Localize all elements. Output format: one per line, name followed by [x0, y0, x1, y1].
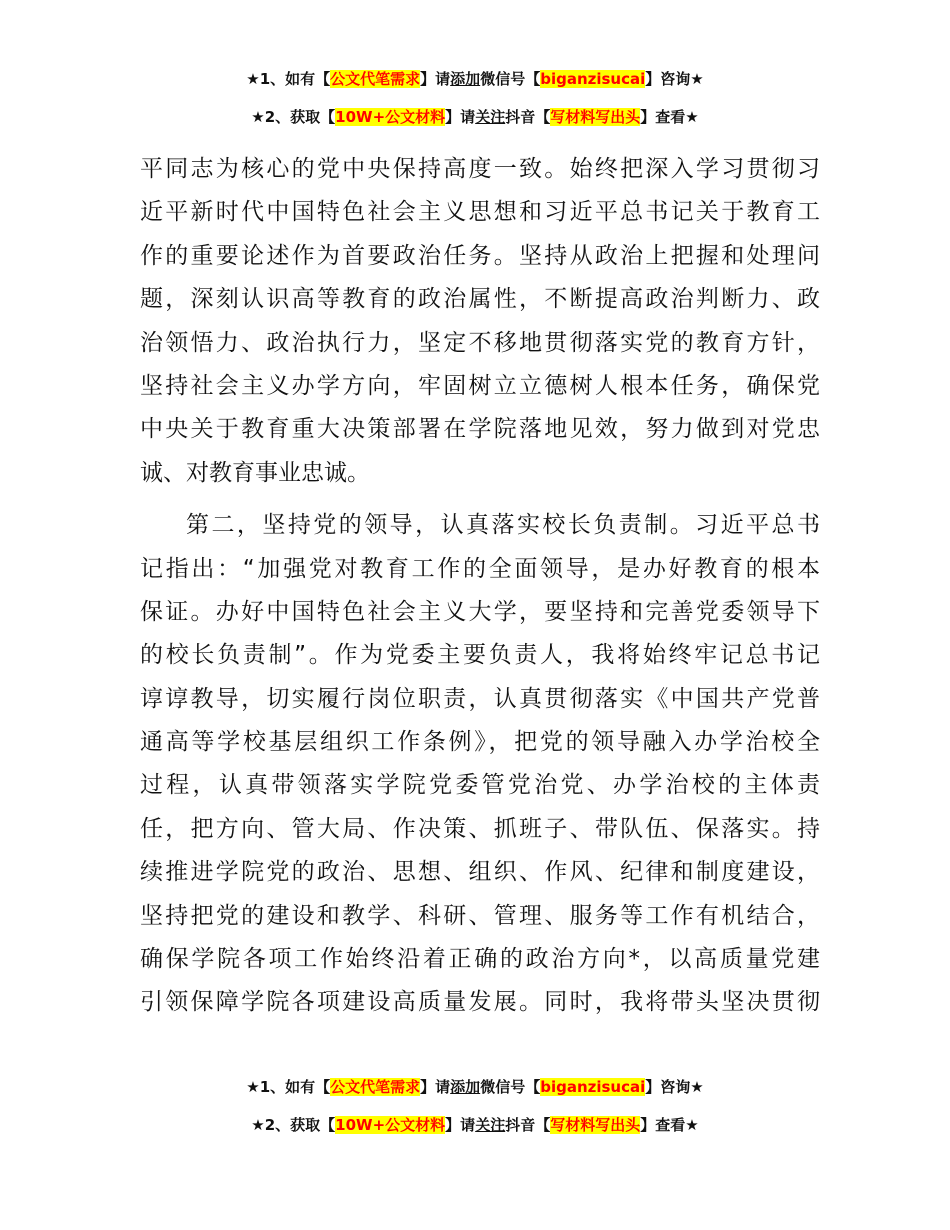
- body-line: 引领保障学院各项建设高质量发展。同时，我将带头坚决贯彻: [140, 989, 820, 1016]
- banner-text: 2、获取【: [264, 1116, 336, 1134]
- document-body: [140, 148, 820, 1025]
- star-icon: ★: [246, 1078, 260, 1096]
- banner-highlight: 公文代笔需求: [330, 1078, 421, 1096]
- paragraph-gap: [140, 495, 820, 504]
- banner-line-1: [0, 60, 950, 98]
- footer-banner: [0, 1068, 950, 1144]
- body-line: 中央关于教育重大决策部署在学院落地见效，努力做到对党忠: [140, 416, 820, 443]
- banner-text: 】查看: [640, 108, 686, 126]
- star-icon: ★: [685, 108, 699, 126]
- banner-highlight: 写材料写出头: [550, 1116, 641, 1134]
- banner-highlight: 写材料写出头: [550, 108, 641, 126]
- banner-line-2: [0, 98, 950, 136]
- banner-text: 抖音【: [505, 108, 551, 126]
- body-line: 题，深刻认识高等教育的政治属性，不断提高政治判断力、政: [140, 286, 820, 313]
- banner-highlight: 公文代笔需求: [330, 70, 421, 88]
- body-line: 诚、对教育事业忠诚。: [140, 459, 370, 486]
- banner-text: 】查看: [640, 1116, 686, 1134]
- banner-text: 2、获取【: [264, 108, 336, 126]
- star-icon: ★: [685, 1116, 699, 1134]
- body-line: 治领悟力、政治执行力，坚定不移地贯彻落实党的教育方针，: [140, 329, 820, 356]
- banner-text: 】咨询: [645, 1078, 691, 1096]
- body-line: 谆谆教导，切实履行岗位职责，认真贯彻落实《中国共产党普: [140, 685, 820, 712]
- banner-highlight: biganzisucai: [540, 70, 646, 88]
- banner-text: 】请: [420, 1078, 451, 1096]
- banner-text: 】请: [445, 108, 476, 126]
- banner-line-2: [0, 1106, 950, 1144]
- body-line: 保证。办好中国特色社会主义大学，要坚持和完善党委领导下: [140, 598, 820, 625]
- body-line: 坚持社会主义办学方向，牢固树立立德树人根本任务，确保党: [140, 372, 820, 399]
- body-line: 记指出：“加强党对教育工作的全面领导，是办好教育的根本: [140, 555, 820, 582]
- body-line: 第二，坚持党的领导，认真落实校长负责制。习近平总书: [186, 512, 820, 539]
- banner-text: 1、如有【: [259, 70, 331, 88]
- banner-underlined-text: 关注: [475, 1116, 506, 1134]
- banner-text: 】请: [420, 70, 451, 88]
- banner-underlined-text: 关注: [475, 108, 506, 126]
- banner-text: 抖音【: [505, 1116, 551, 1134]
- body-line: 通高等学校基层组织工作条例》，把党的领导融入办学治校全: [140, 729, 820, 756]
- star-icon: ★: [690, 1078, 704, 1096]
- body-line: 近平新时代中国特色社会主义思想和习近平总书记关于教育工: [140, 199, 820, 226]
- banner-line-1: [0, 1068, 950, 1106]
- body-line: 续推进学院党的政治、思想、组织、作风、纪律和制度建设，: [140, 859, 820, 886]
- banner-underlined-text: 添加: [450, 70, 481, 88]
- body-line: 任，把方向、管大局、作决策、抓班子、带队伍、保落实。持: [140, 815, 820, 842]
- star-icon: ★: [690, 70, 704, 88]
- banner-text: 微信号【: [480, 1078, 541, 1096]
- body-line: 坚持把党的建设和教学、科研、管理、服务等工作有机结合，: [140, 902, 820, 929]
- body-line: 过程，认真带领落实学院党委管党治党、办学治校的主体责: [140, 772, 820, 799]
- banner-highlight: biganzisucai: [540, 1078, 646, 1096]
- banner-highlight: 10W+公文材料: [335, 108, 446, 126]
- star-icon: ★: [246, 70, 260, 88]
- body-line: 确保学院各项工作始终沿着正确的政治方向*，以高质量党建: [140, 946, 820, 973]
- banner-highlight: 10W+公文材料: [335, 1116, 446, 1134]
- body-line: 作的重要论述作为首要政治任务。坚持从政治上把握和处理问: [140, 242, 820, 269]
- banner-text: 1、如有【: [259, 1078, 331, 1096]
- star-icon: ★: [251, 1116, 265, 1134]
- banner-text: 】请: [445, 1116, 476, 1134]
- header-banner: [0, 60, 950, 136]
- banner-text: 微信号【: [480, 70, 541, 88]
- body-line: 的校长负责制”。作为党委主要负责人，我将始终牢记总书记: [140, 642, 820, 669]
- banner-text: 】咨询: [645, 70, 691, 88]
- star-icon: ★: [251, 108, 265, 126]
- body-line: 平同志为核心的党中央保持高度一致。始终把深入学习贯彻习: [140, 156, 820, 182]
- banner-underlined-text: 添加: [450, 1078, 481, 1096]
